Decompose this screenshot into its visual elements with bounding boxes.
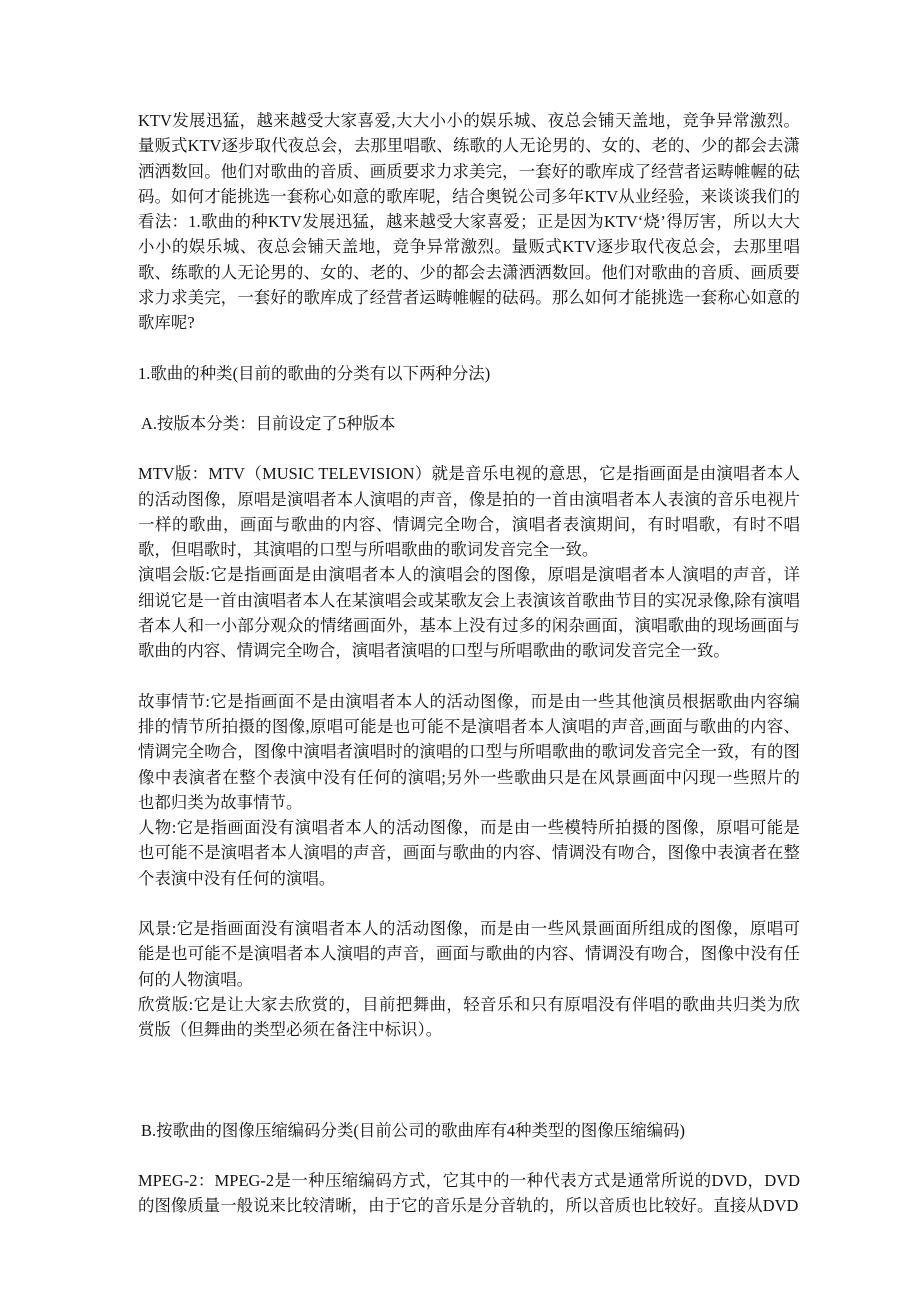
spacer <box>138 1143 800 1168</box>
version-appreciation <box>138 992 800 1043</box>
version-text: 它是让大家去欣赏的，目前把舞曲，轻音乐和只有原唱没有伴唱的歌曲共归类为欣赏版（但舞曲的类型必须在备注中标识）。 <box>138 994 800 1040</box>
version-story <box>138 689 800 815</box>
version-people <box>138 815 800 891</box>
spacer <box>138 1043 800 1118</box>
section-b-heading: B.按歌曲的图像压缩编码分类(目前公司的歌曲库有4种类型的图像压缩编码) <box>141 1120 686 1140</box>
codec-label: MPEG-2： <box>138 1170 215 1190</box>
version-label: 风景: <box>138 919 177 939</box>
spacer <box>138 336 800 361</box>
codec-mpeg2 <box>138 1168 800 1219</box>
version-text: 它是指画面不是由演唱者本人的活动图像，而是由一些其他演员根据歌曲内容编排的情节所拍摄的图像,原唱可能是也可能不是演唱者本人演唱的声音,画面与歌曲的内容、情调完全吻合，图像中演唱者演唱时的演唱的口型与所唱歌曲的歌词发音完全一致，有的图像中表演者在整个表演中没有任何的演唱;另外一些歌曲只是在风景画面中闪现一些照片的也都归类为故事情节。 <box>138 691 800 812</box>
version-scenery <box>138 916 800 992</box>
document-page <box>138 108 800 1218</box>
section-1-heading: 1.歌曲的种类(目前的歌曲的分类有以下两种分法) <box>138 363 491 383</box>
version-text: 它是指画面是由演唱者本人的演唱会的图像，原唱是演唱者本人演唱的声音，详细说它是一首由演唱者本人在某演唱会或某歌友会上表演该首歌曲节目的实况录像,除有演唱者本人和一小部分观众的情绪画面外，基本上没有过多的闲杂画面，演唱歌曲的现场画面与歌曲的内容、情调完全吻合，演唱者演唱的口型与所唱歌曲的歌词发音完全一致。 <box>138 565 800 661</box>
spacer <box>138 664 800 689</box>
spacer <box>138 436 800 461</box>
version-concert <box>138 562 800 663</box>
version-text: 它是指画面没有演唱者本人的活动图像，而是由一些风景画面所组成的图像，原唱可能是也可能不是演唱者本人演唱的声音，画面与歌曲的内容、情调没有吻合，图像中没有任何的人物演唱。 <box>138 919 800 989</box>
version-label: 故事情节: <box>138 691 211 711</box>
spacer <box>138 386 800 411</box>
version-label: 欣赏版: <box>138 994 194 1014</box>
version-label: 人物: <box>138 818 177 838</box>
version-text: 它是指画面没有演唱者本人的活动图像，而是由一些模特所拍摄的图像，原唱可能是也可能不是演唱者本人演唱的声音，画面与歌曲的内容、情调没有吻合，图像中表演者在整个表演中没有任何的演唱。 <box>138 818 800 888</box>
version-mtv <box>138 461 800 562</box>
version-label: MTV版： <box>138 464 209 484</box>
version-text: MTV（MUSIC TELEVISION）就是音乐电视的意思，它是指画面是由演唱者本人的活动图像，原唱是演唱者本人演唱的声音，像是拍的一首由演唱者本人表演的音乐电视片一样的歌曲，画面与歌曲的内容、情调完全吻合，演唱者表演期间，有时唱歌，有时不唱歌，但唱歌时，其演唱的口型与所唱歌曲的歌词发音完全一致。 <box>138 464 800 560</box>
version-label: 演唱会版: <box>138 565 211 585</box>
section-a-heading: A.按版本分类：目前设定了5种版本 <box>141 413 396 433</box>
codec-text: MPEG-2是一种压缩编码方式，它其中的一种代表方式是通常所说的DVD，DVD的图像质量一般说来比较清晰，由于它的音乐是分音轨的，所以音质也比较好。直接从DVD <box>138 1170 800 1216</box>
spacer <box>138 891 800 916</box>
intro-paragraph: KTV发展迅猛，越来越受大家喜爱,大大小小的娱乐城、夜总会铺天盖地，竞争异常激烈。量贩式KTV逐步取代夜总会，去那里唱歌、练歌的人无论男的、女的、老的、少的都会去潇洒洒数回。他们对歌曲的音质、画质要求力求美完，一套好的歌库成了经营者运畴帷幄的砝码。如何才能挑选一套称心如意的歌库呢，结合奥锐公司多年KTV从业经验，来谈谈我们的看法：1.歌曲的种KTV发展迅猛，越来越受大家喜爱；正是因为KTV‘烧’得厉害，所以大大小小的娱乐城、夜总会铺天盖地，竞争异常激烈。量贩式KTV逐步取代夜总会，去那里唱歌、练歌的人无论男的、女的、老的、少的都会去潇洒洒数回。他们对歌曲的音质、画质要求力求美完，一套好的歌库成了经营者运畴帷幄的砝码。那么如何才能挑选一套称心如意的歌库呢? <box>138 111 800 333</box>
